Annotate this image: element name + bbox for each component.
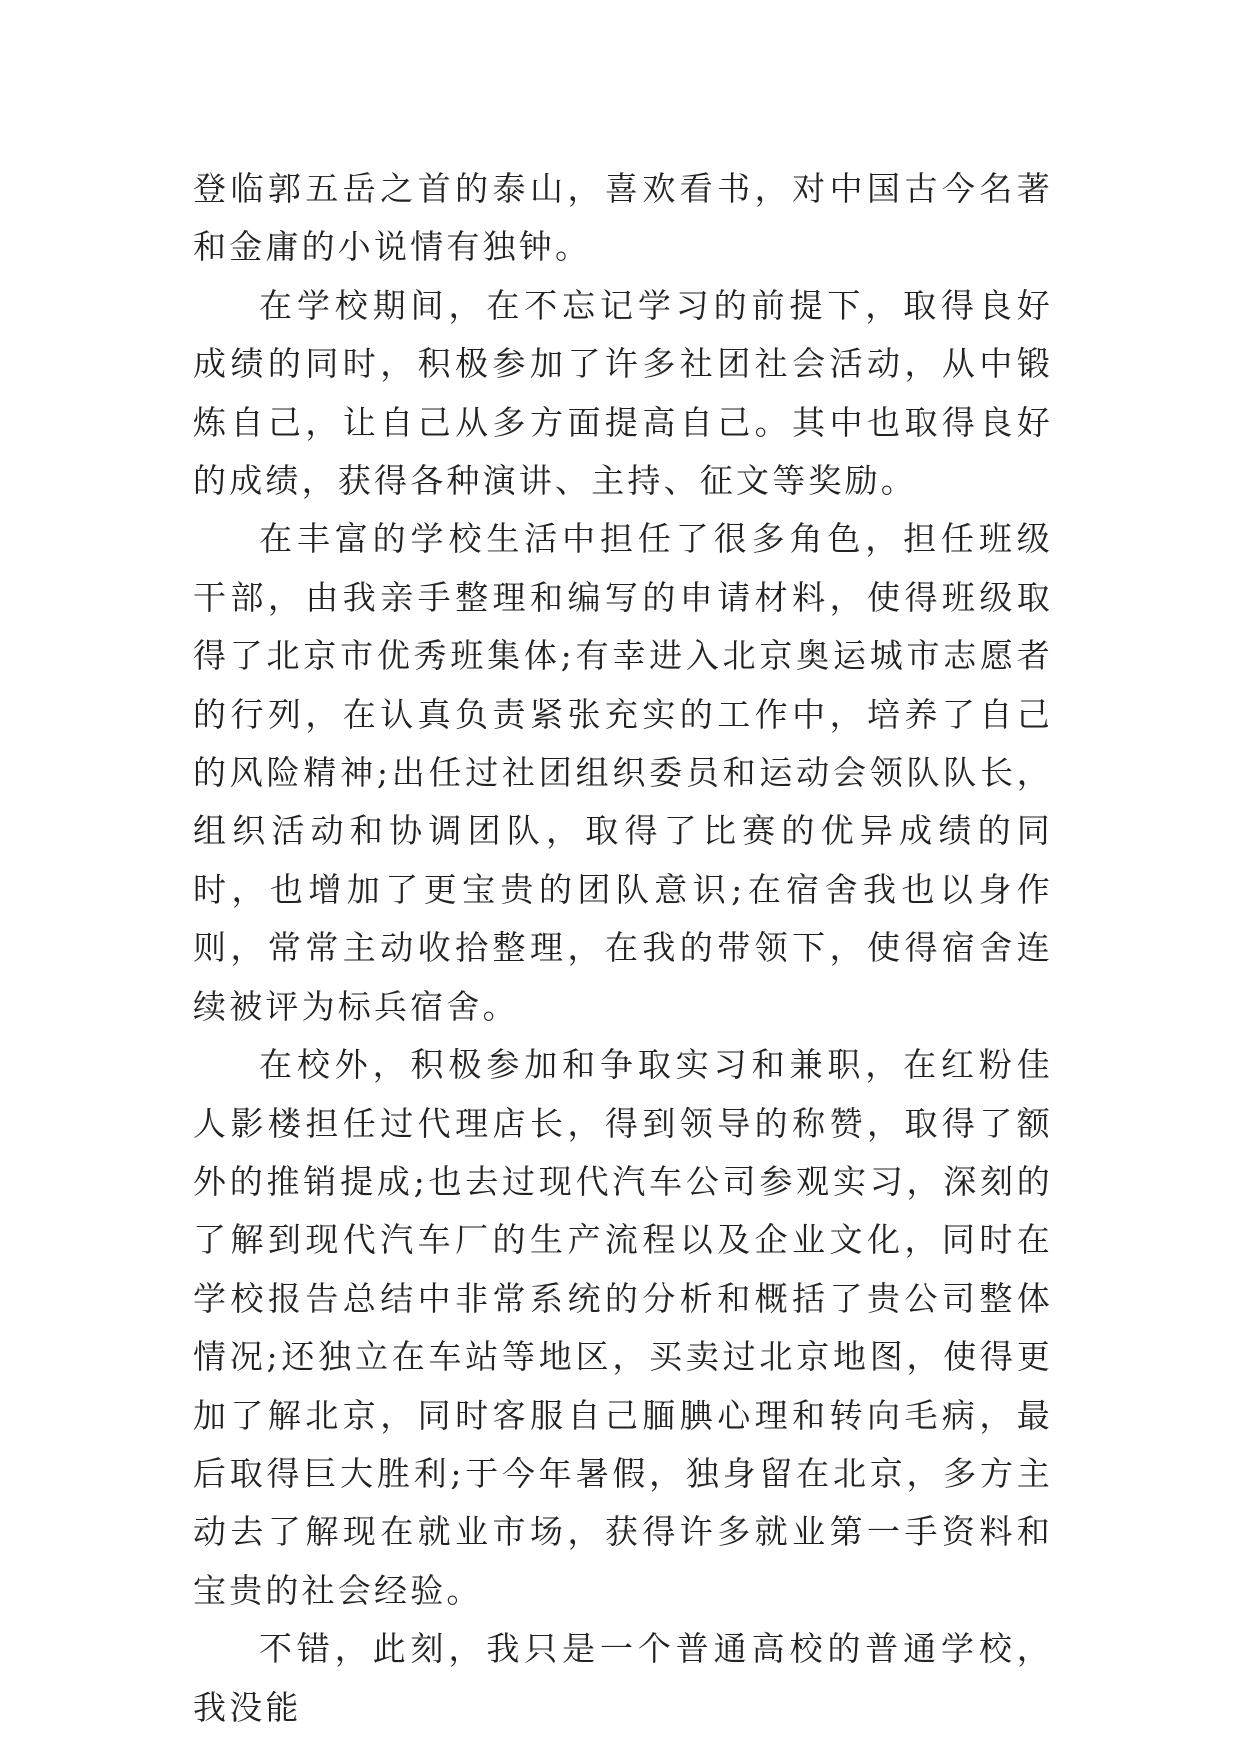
body-text [193,160,1053,1737]
paragraph-continued: 登临郭五岳之首的泰山，喜欢看书，对中国古今名著和金庸的小说情有独钟。 [193,169,1053,267]
paragraph-school-roles: 在丰富的学校生活中担任了很多角色，担任班级干部，由我亲手整理和编写的申请材料，使得班级取得了北京市优秀班集体;有幸进入北京奥运城市志愿者的行列，在认真负责紧张充实的工作中，培养了自己的风险精神;出任过社团组织委员和运动会领队队长，组织活动和协调团队，取得了比赛的优异成绩的同时，也增加了更宝贵的团队意识;在宿舍我也以身作则，常常主动收拾整理，在我的带领下，使得宿舍连续被评为标兵宿舍。 [193,519,1053,1026]
paragraph-closing: 不错，此刻，我只是一个普通高校的普通学校，我没能 [193,1629,1053,1727]
paragraph-school-study: 在学校期间，在不忘记学习的前提下，取得良好成绩的同时，积极参加了许多社团社会活动，从中锻炼自己，让自己从多方面提高自己。其中也取得良好的成绩，获得各种演讲、主持、征文等奖励。 [193,285,1053,501]
paragraph-off-campus: 在校外，积极参加和争取实习和兼职，在红粉佳人影楼担任过代理店长，得到领导的称赞，取得了额外的推销提成;也去过现代汽车公司参观实习，深刻的了解到现代汽车厂的生产流程以及企业文化，同时在学校报告总结中非常系统的分析和概括了贵公司整体情况;还独立在车站等地区，买卖过北京地图，使得更加了解北京，同时客服自己腼腆心理和转向毛病，最后取得巨大胜利;于今年暑假，独身留在北京，多方主动去了解现在就业市场，获得许多就业第一手资料和宝贵的社会经验。 [193,1045,1053,1610]
